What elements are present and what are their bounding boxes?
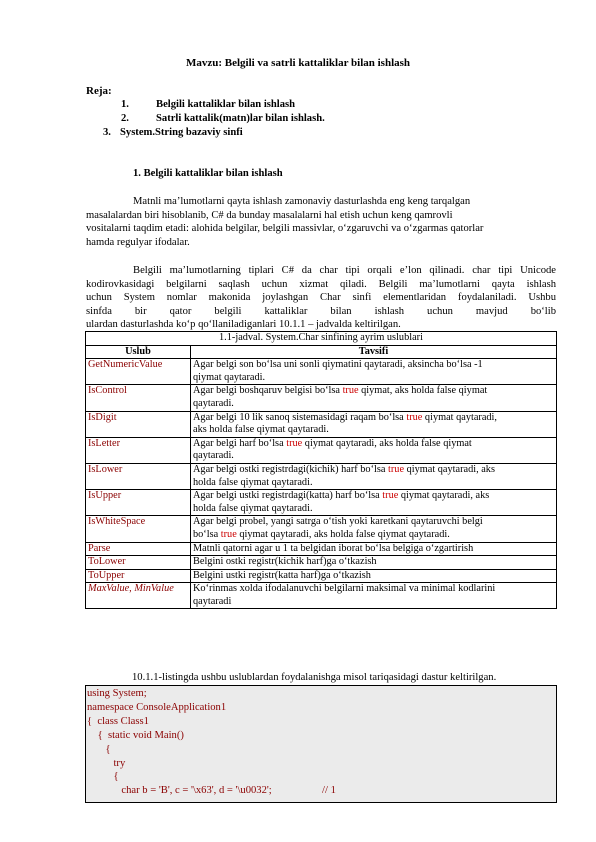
description-text: bo‘lsa [193,528,221,540]
table-row [86,490,557,516]
method-cell: ToUpper [86,569,191,583]
description-line [193,570,554,583]
description-text: qiymat qaytaradi, aks [404,463,495,475]
paragraph-line: sinfda bir qator belgili kattaliklar bilan ishlash uchun mavjud bo‘lib [86,305,556,317]
description-line [193,583,554,596]
code-line: { class Class1 [87,715,149,727]
code-line: namespace ConsoleApplication1 [87,701,227,713]
table-row [86,411,557,437]
method-cell: IsWhiteSpace [86,516,191,542]
paragraph-line: Belgili ma’lumotlarning tiplari C# da char tipi orqali e’lon qilinadi. char tipi Unicode [133,265,556,276]
plan-item [121,99,295,110]
code-line: { [87,743,111,755]
method-cell: MaxValue, MinValue [86,583,191,609]
method-cell: IsControl [86,385,191,411]
description-text: Agar belgi ustki registrdagi(katta) harf bo‘lsa [193,490,383,502]
method-cell: IsUpper [86,490,191,516]
code-listing [85,685,557,803]
description-text: qiymat qaytaradi, aks holda false qiymat [302,437,472,449]
code-line: { [87,771,119,783]
plan-item [103,127,243,138]
method-cell: ToLower [86,556,191,570]
paragraph-line: hamda regulyar ifodalar. [86,236,190,248]
plan-label: Reja: [86,85,112,97]
paragraph-intro [86,195,556,249]
description-line [193,372,554,385]
paragraph-line: ulardan dasturlashda ko‘p qo‘llaniladiganlari 10.1.1 – jadvalda keltirilgan. [86,319,401,331]
column-header-description: Tavsifi [191,345,557,359]
method-cell: IsLower [86,463,191,489]
description-cell [191,556,557,570]
description-text: qiymat, aks holda false qiymat [358,385,488,397]
description-text: Agar belgi 10 lik sanoq sistemasidagi raqam bo‘lsa [193,411,407,423]
description-text: qiymat qaytaradi, aks [398,490,490,502]
description-cell [191,569,557,583]
keyword-true: true [382,490,399,502]
description-cell [191,411,557,437]
table-row [86,556,557,570]
description-text: Belgini ustki registr(katta harf)ga o‘tkazish [193,569,371,581]
description-text: holda false qiymat qaytaradi. [193,502,313,514]
table-row [86,542,557,556]
table-row [86,385,557,411]
description-cell [191,437,557,463]
paragraph-line: masalalardan biri hisoblanib, C# da bunday masalalarni hal etish uchun keng qamrovli [86,209,453,221]
description-text: Agar belgi son bo‘lsa uni sonli qiymatini qaytaradi, aksincha bo‘lsa -1 [193,359,483,371]
table-row [86,583,557,609]
description-cell [191,583,557,609]
description-cell [191,463,557,489]
code-line: try [87,757,126,769]
keyword-true: true [286,437,303,449]
description-text: qiymat qaytaradi, [422,411,497,423]
description-line [193,412,554,425]
keyword-true: true [388,463,405,475]
keyword-true: true [220,528,237,540]
description-line [193,424,554,437]
description-text: qaytaradi. [193,397,234,409]
plan-item-text: System.String bazaviy sinfi [120,127,243,138]
description-text: Agar belgi ostki registrdagi(kichik) harf bo‘lsa [193,463,389,475]
table-row [86,569,557,583]
description-line [193,464,554,477]
method-cell: IsDigit [86,411,191,437]
description-text: holda false qiymat qaytaradi. [193,476,313,488]
description-text: qiymat qaytaradi. [193,371,266,383]
method-cell: GetNumericValue [86,359,191,385]
description-cell [191,385,557,411]
description-line [193,438,554,451]
description-text: qiymat qaytaradi, aks holda false qiymat qaytaradi. [236,528,450,540]
description-text: Belgini ostki registr(kichik harf)ga o‘tkazish [193,556,377,568]
section-heading: 1. Belgili kattaliklar bilan ishlash [133,168,283,179]
paragraph-line: uchun System nomlar makonida joylashgan Char sinfi elementlaridan foydalaniladi. Ushbu [86,292,556,304]
table-row [86,359,557,385]
description-cell [191,542,557,556]
description-text: Agar belgi probel, yangi satrga o‘tish yoki karetkani qaytaruvchi belgi [193,516,483,528]
plan-item-text: Belgili kattaliklar bilan ishlash [156,99,296,110]
table-row [86,463,557,489]
description-line [193,556,554,569]
description-text: qaytaradi. [193,450,234,462]
description-text: qaytaradi [193,595,232,607]
description-text: Matnli qatorni agar u 1 ta belgidan iborat bo‘lsa belgiga o‘zgartirish [193,542,474,554]
document-title: Mavzu: Belgili va satrli kattaliklar bilan ishlash [185,57,411,69]
method-cell: IsLetter [86,437,191,463]
code-line: char b = 'B', c = '\x63', d = '\u0032'; // 1 [87,785,336,797]
description-line [193,503,554,516]
description-line [193,543,554,556]
table-header-row [86,345,557,359]
description-text: Agar belgi boshqaruv belgisi bo‘lsa [193,385,343,397]
paragraph-line: kodirovkasidagi belgilarni saqlash uchun xizmat qiladi. Belgili ma’lumotlarni qayta ishlash [86,278,556,290]
table-row [86,437,557,463]
description-line [193,359,554,372]
plan-item-text: Satrli kattalik(matn)lar bilan ishlash. [156,113,325,124]
description-cell [191,516,557,542]
code-line: { static void Main() [87,729,184,741]
paragraph-line: vositalarni taqdim etadi: alohida belgilar, belgili massivlar, o‘zgaruvchi va o‘zgarmas qatorlar [86,223,484,235]
description-text: Ko‘rinmas xolda ifodalanuvchi belgilarni maksimal va minimal kodlarini [193,583,496,595]
plan-item-number: 1. [121,99,129,110]
keyword-true: true [406,411,423,423]
column-header-method: Uslub [86,345,191,359]
keyword-true: true [342,385,359,397]
description-line [193,450,554,463]
plan-item [121,113,325,124]
listing-caption: 10.1.1-listingda ushbu uslublardan foydalanishga misol tariqasidagi dastur keltirilgan. [132,672,497,683]
table-body [86,359,557,609]
methods-table [85,331,557,609]
description-text: Agar belgi harf bo‘lsa [193,437,287,449]
description-text: aks holda false qiymat qaytaradi. [193,424,329,436]
description-line [193,529,554,542]
plan-item-number: 2. [121,113,129,124]
description-line [193,477,554,490]
paragraph-char-type [86,264,556,332]
description-line [193,596,554,609]
description-cell [191,490,557,516]
description-line [193,516,554,529]
paragraph-line: Matnli ma’lumotlarni qayta ishlash zamonaviy dasturlashda eng keng tarqalgan [133,196,471,207]
description-line [193,385,554,398]
code-line: using System; [87,688,147,699]
description-line [193,490,554,503]
table-caption: 1.1-jadval. System.Char sinfining ayrim uslublari [86,332,557,346]
description-line [193,398,554,411]
table-caption-row [86,332,557,346]
method-cell: Parse [86,542,191,556]
plan-item-number: 3. [103,127,111,138]
table-row [86,516,557,542]
description-cell [191,359,557,385]
